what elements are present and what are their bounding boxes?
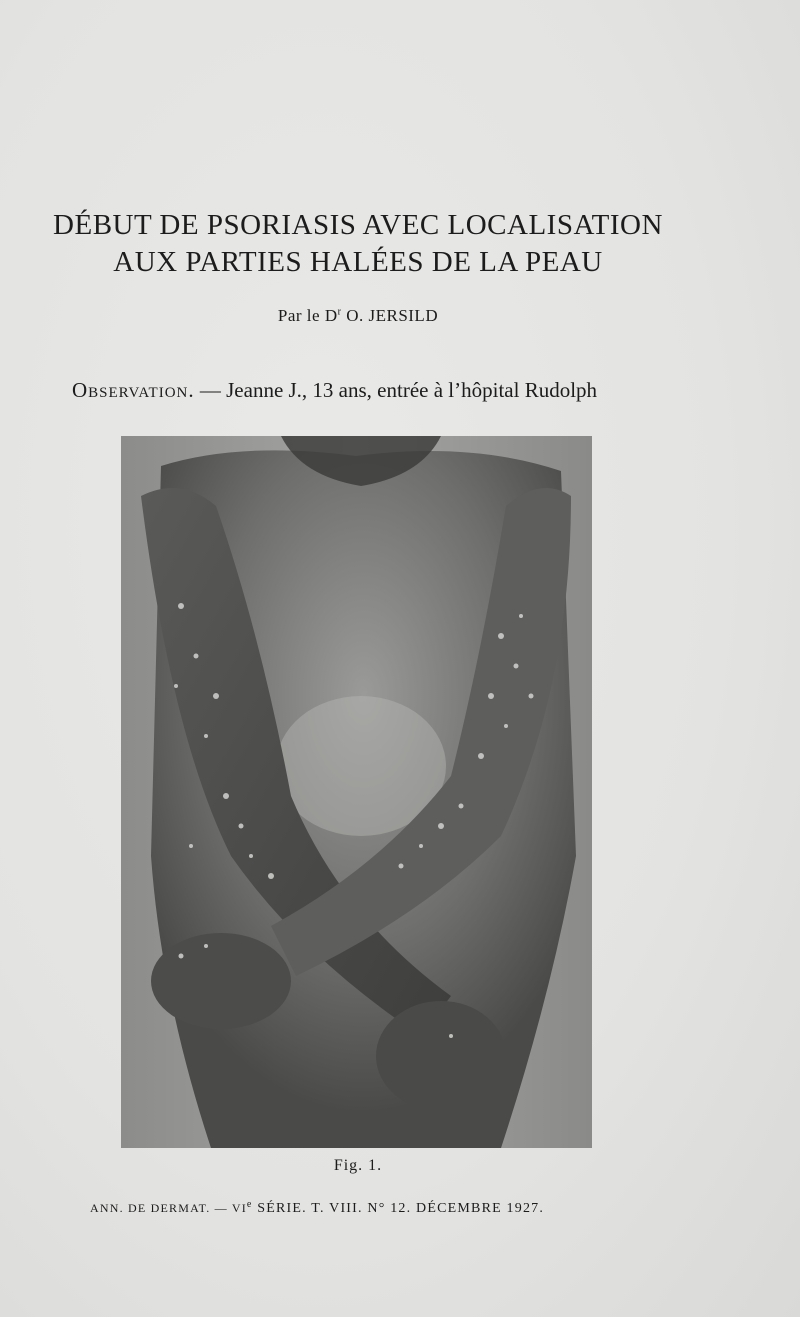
figure-caption: Fig. 1. <box>333 1157 383 1174</box>
author-line <box>0 306 716 326</box>
footer-issue-info: SÉRIE. T. VIII. N° 12. DÉCEMBRE 1927. <box>252 1201 545 1216</box>
article-title-line-2: AUX PARTIES HALÉES DE LA PEAU <box>113 246 603 278</box>
observation-paragraph <box>72 378 692 403</box>
author-title-superscript: r <box>337 306 342 318</box>
footer-journal: ANN. DE DERMAT. — VI <box>90 1201 247 1215</box>
footer-series-superscript: e <box>246 1199 253 1210</box>
observation-label: Observation. <box>72 378 195 402</box>
author-prefix: Par le D <box>277 306 338 325</box>
observation-text: — Jeanne J., 13 ans, entrée à l’hôpital Rudolph <box>194 378 598 402</box>
author-name: O. JERSILD <box>341 306 439 325</box>
patient-photograph <box>121 436 592 1148</box>
article-title-line-1: DÉBUT DE PSORIASIS AVEC LOCALISATION <box>53 209 663 241</box>
journal-footer <box>90 1199 690 1217</box>
photograph-image <box>121 436 592 1148</box>
